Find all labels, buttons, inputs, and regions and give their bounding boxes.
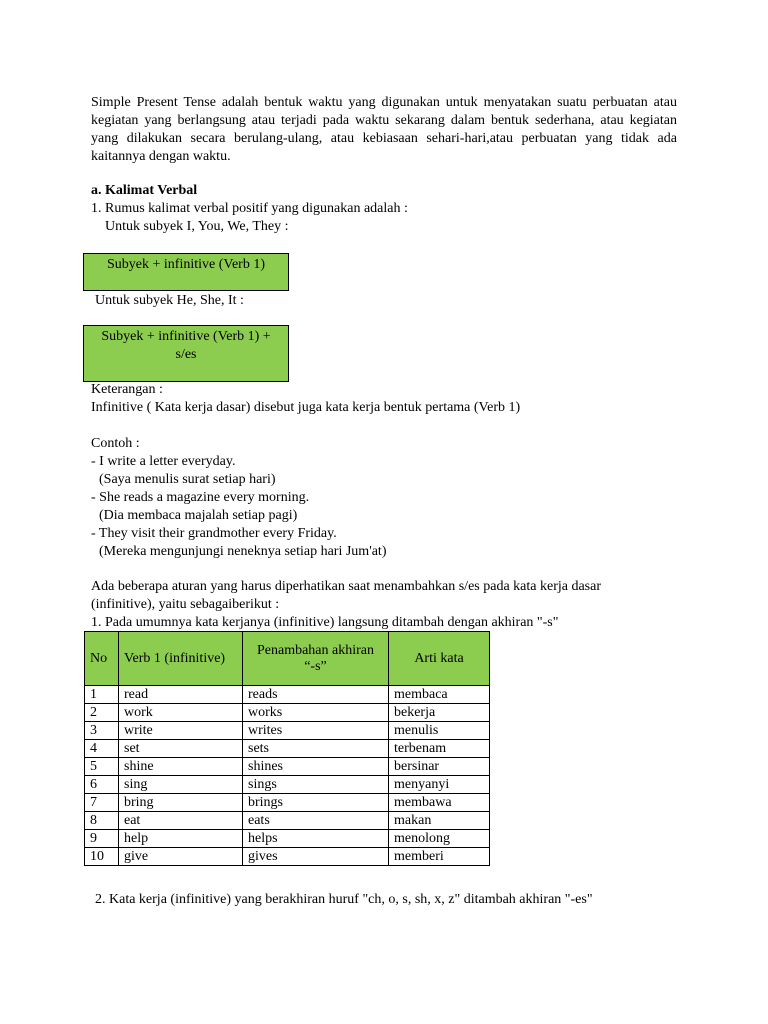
- cell-verb: work: [119, 704, 243, 722]
- cell-verb-s: gives: [243, 848, 389, 866]
- table-row: [85, 812, 490, 830]
- table-row: [85, 848, 490, 866]
- formula-2-line-1: Subyek + infinitive (Verb 1) +: [101, 329, 271, 344]
- cell-meaning: makan: [389, 812, 490, 830]
- header-penambahan-line-1: Penambahan akhiran: [256, 642, 374, 658]
- table-row: [85, 722, 490, 740]
- keterangan-text: Infinitive ( Kata kerja dasar) disebut juga kata kerja bentuk pertama (Verb 1): [91, 400, 521, 415]
- header-penambahan-line-2: “-s”: [304, 658, 327, 674]
- cell-verb-s: sings: [243, 776, 389, 794]
- cell-verb-s: writes: [243, 722, 389, 740]
- cell-verb: write: [119, 722, 243, 740]
- formula-box-1: [83, 253, 289, 291]
- rule-1-text: 1. Rumus kalimat verbal positif yang digunakan adalah :: [91, 201, 408, 216]
- header-no: No: [85, 632, 119, 686]
- verb-s-table: [84, 631, 490, 866]
- example-3-translation: (Mereka mengunjungi neneknya setiap hari Jum'at): [99, 544, 387, 559]
- cell-no: 6: [85, 776, 119, 794]
- cell-meaning: menyanyi: [389, 776, 490, 794]
- cell-meaning: membaca: [389, 686, 490, 704]
- cell-meaning: menulis: [389, 722, 490, 740]
- cell-meaning: menolong: [389, 830, 490, 848]
- formula-2-line-2: s/es: [175, 347, 197, 362]
- cell-verb: eat: [119, 812, 243, 830]
- example-1-english: - I write a letter everyday.: [91, 454, 236, 469]
- cell-no: 3: [85, 722, 119, 740]
- table-row: [85, 758, 490, 776]
- cell-no: 5: [85, 758, 119, 776]
- example-2-translation: (Dia membaca majalah setiap pagi): [99, 508, 298, 523]
- cell-verb-s: works: [243, 704, 389, 722]
- cell-no: 2: [85, 704, 119, 722]
- cell-verb-s: helps: [243, 830, 389, 848]
- table-header-row: [85, 632, 490, 686]
- cell-meaning: terbenam: [389, 740, 490, 758]
- rules-intro-line-1: Ada beberapa aturan yang harus diperhatikan saat menambahkan s/es pada kata kerja dasar: [91, 579, 601, 594]
- formula-box-2: [83, 325, 289, 382]
- cell-no: 8: [85, 812, 119, 830]
- cell-meaning: memberi: [389, 848, 490, 866]
- cell-verb-s: shines: [243, 758, 389, 776]
- header-penambahan: [243, 632, 389, 686]
- formula-1-text: Subyek + infinitive (Verb 1): [107, 257, 265, 272]
- table-row: [85, 740, 490, 758]
- cell-verb-s: eats: [243, 812, 389, 830]
- cell-no: 10: [85, 848, 119, 866]
- cell-meaning: bekerja: [389, 704, 490, 722]
- cell-no: 1: [85, 686, 119, 704]
- rule-add-es: 2. Kata kerja (infinitive) yang berakhiran huruf "ch, o, s, sh, x, z" ditambah akhiran "-es": [95, 892, 593, 907]
- cell-no: 9: [85, 830, 119, 848]
- cell-no: 7: [85, 794, 119, 812]
- example-1-translation: (Saya menulis surat setiap hari): [99, 472, 276, 487]
- cell-verb: sing: [119, 776, 243, 794]
- cell-verb-s: sets: [243, 740, 389, 758]
- cell-no: 4: [85, 740, 119, 758]
- subject-group-2-label: Untuk subyek He, She, It :: [95, 293, 244, 308]
- example-2-english: - She reads a magazine every morning.: [91, 490, 310, 505]
- cell-meaning: membawa: [389, 794, 490, 812]
- cell-verb-s: brings: [243, 794, 389, 812]
- keterangan-label: Keterangan :: [91, 382, 163, 397]
- cell-verb: read: [119, 686, 243, 704]
- header-verb-1: Verb 1 (infinitive): [119, 632, 243, 686]
- intro-paragraph: Simple Present Tense adalah bentuk waktu yang digunakan untuk menyatakan suatu perbuatan atau kegiatan yang berlangsung atau terjadi pada waktu sekarang dalam bentuk sederhana, atau kegiatan yang dilakukan secara berulang-ulang, atau kebiasaan sehari-hari,atau perbuatan yang tidak ada kaitannya dengan waktu.: [91, 95, 677, 164]
- cell-verb: set: [119, 740, 243, 758]
- cell-meaning: bersinar: [389, 758, 490, 776]
- example-3-english: - They visit their grandmother every Friday.: [91, 526, 337, 541]
- subject-group-1-label: Untuk subyek I, You, We, They :: [105, 219, 289, 234]
- rules-intro-line-2: (infinitive), yaitu sebagaiberikut :: [91, 597, 280, 612]
- header-arti-kata: Arti kata: [389, 632, 490, 686]
- cell-verb: help: [119, 830, 243, 848]
- table-row: [85, 776, 490, 794]
- cell-verb: give: [119, 848, 243, 866]
- table-row: [85, 686, 490, 704]
- cell-verb: bring: [119, 794, 243, 812]
- rule-add-s: 1. Pada umumnya kata kerjanya (infinitive) langsung ditambah dengan akhiran "-s": [91, 615, 559, 630]
- table-row: [85, 704, 490, 722]
- contoh-label: Contoh :: [91, 436, 140, 451]
- cell-verb-s: reads: [243, 686, 389, 704]
- table-row: [85, 794, 490, 812]
- table-row: [85, 830, 490, 848]
- section-heading-kalimat-verbal: a. Kalimat Verbal: [91, 183, 198, 198]
- cell-verb: shine: [119, 758, 243, 776]
